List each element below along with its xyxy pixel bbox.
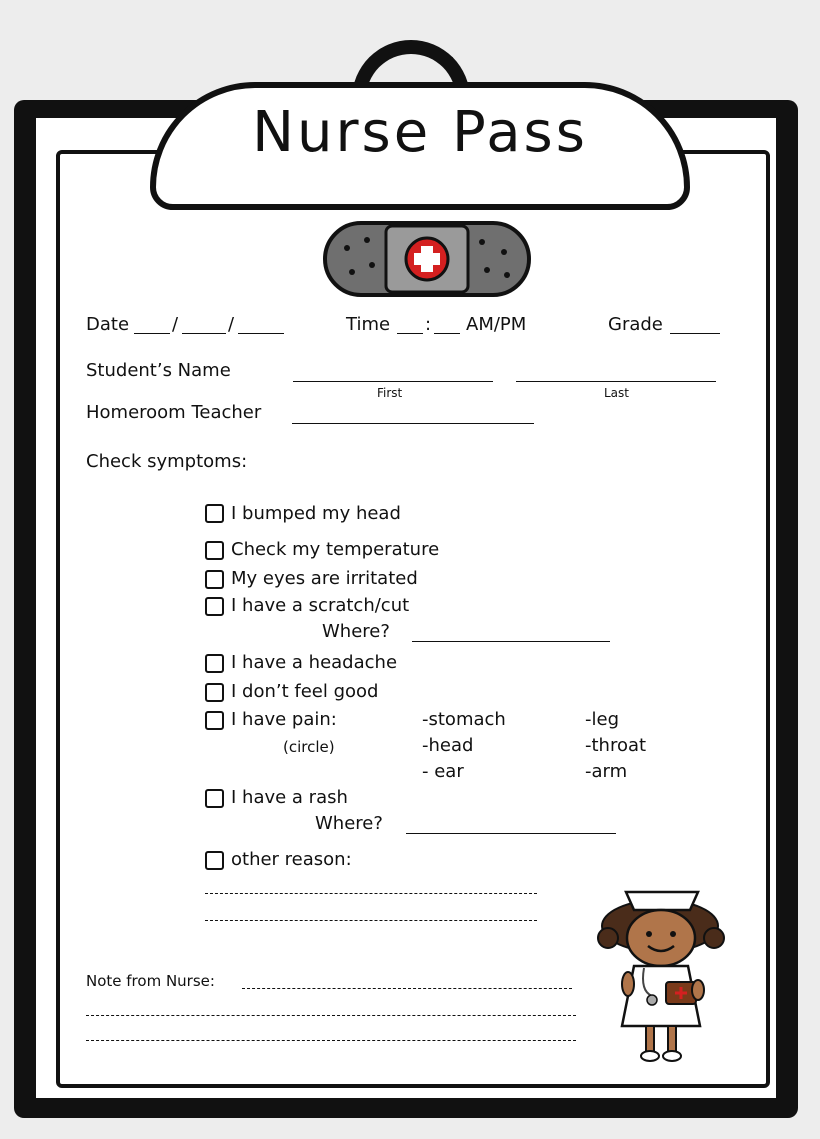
homeroom-label: Homeroom Teacher [86, 402, 262, 423]
grade-label: Grade [608, 314, 663, 335]
rash-where-label: Where? [315, 813, 383, 834]
date-year-line[interactable] [238, 333, 284, 334]
symptom-eyes-irritated: My eyes are irritated [231, 568, 418, 589]
symptom-scratch-cut: I have a scratch/cut [231, 595, 410, 616]
time-sep: : [425, 314, 432, 335]
other-reason-line-1[interactable] [205, 893, 537, 894]
checkbox-pain[interactable] [205, 711, 224, 730]
homeroom-line[interactable] [292, 423, 534, 424]
checkbox-rash[interactable] [205, 789, 224, 808]
scratch-where-label: Where? [322, 621, 390, 642]
other-reason-line-2[interactable] [205, 920, 537, 921]
page-title: Nurse Pass [252, 100, 588, 165]
symptom-rash: I have a rash [231, 787, 348, 808]
note-line-3[interactable] [86, 1040, 576, 1041]
student-name-label: Student’s Name [86, 360, 231, 381]
first-caption: First [377, 386, 403, 400]
pain-option-leg[interactable]: -leg [585, 709, 619, 730]
pain-option-ear[interactable]: - ear [422, 761, 464, 782]
pain-option-head[interactable]: -head [422, 735, 474, 756]
note-line-1[interactable] [242, 988, 572, 989]
pain-option-arm[interactable]: -arm [585, 761, 628, 782]
pain-option-stomach[interactable]: -stomach [422, 709, 506, 730]
bandage-icon [322, 220, 532, 298]
note-label: Note from Nurse: [86, 972, 215, 990]
date-day-line[interactable] [182, 333, 226, 334]
date-label: Date [86, 314, 130, 335]
symptom-temperature: Check my temperature [231, 539, 440, 560]
ampm-label[interactable]: AM/PM [466, 314, 527, 335]
time-label: Time [346, 314, 391, 335]
symptom-headache: I have a headache [231, 652, 398, 673]
symptom-bumped-head: I bumped my head [231, 503, 401, 524]
note-line-2[interactable] [86, 1015, 576, 1016]
rash-where-line[interactable] [406, 833, 616, 834]
scratch-where-line[interactable] [412, 641, 610, 642]
first-name-line[interactable] [293, 381, 493, 382]
symptoms-heading: Check symptoms: [86, 451, 248, 472]
checkbox-headache[interactable] [205, 654, 224, 673]
date-month-line[interactable] [134, 333, 170, 334]
symptom-pain: I have pain: [231, 709, 337, 730]
pain-option-throat[interactable]: -throat [585, 735, 647, 756]
checkbox-eyes-irritated[interactable] [205, 570, 224, 589]
checkbox-temperature[interactable] [205, 541, 224, 560]
last-name-line[interactable] [516, 381, 716, 382]
pain-circle-label: (circle) [283, 738, 335, 756]
grade-line[interactable] [670, 333, 720, 334]
checkbox-scratch-cut[interactable] [205, 597, 224, 616]
checkbox-other-reason[interactable] [205, 851, 224, 870]
time-hour-line[interactable] [397, 333, 423, 334]
symptom-not-feel-good: I don’t feel good [231, 681, 379, 702]
date-sep-2: / [228, 314, 235, 335]
nurse-illustration-icon [594, 886, 740, 1066]
last-caption: Last [604, 386, 629, 400]
time-minute-line[interactable] [434, 333, 460, 334]
date-sep-1: / [172, 314, 179, 335]
checkbox-bumped-head[interactable] [205, 504, 224, 523]
checkbox-not-feel-good[interactable] [205, 683, 224, 702]
symptom-other-reason: other reason: [231, 849, 352, 870]
